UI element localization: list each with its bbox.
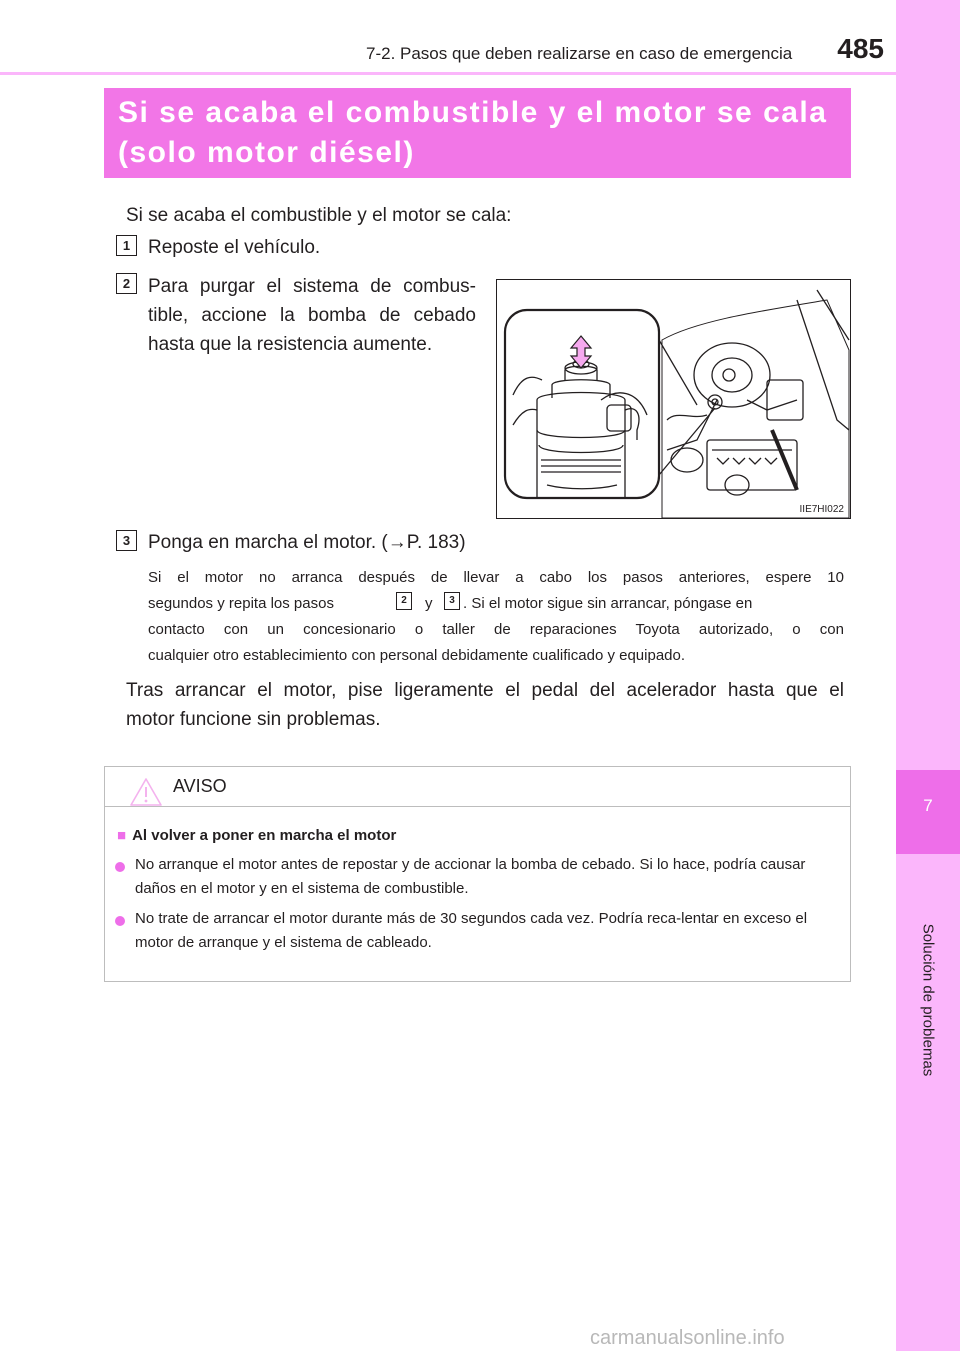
step-reference-2: 2 [396,592,412,610]
page-number: 485 [837,33,884,64]
bullet-icon [115,862,125,872]
title-line-2: (solo motor diésel) [118,136,415,169]
warning-box [104,766,851,982]
after-start-line-1: Tras arrancar el motor, pise ligeramente el pedal del acelerador hasta que el [126,680,844,701]
note-line-2-and: y [425,595,433,612]
chapter-side-tab [896,0,960,1351]
intro-text: Si se acaba el combustible y el motor se cala: [126,205,512,226]
warning-header-rule [105,806,850,807]
note-line-4: cualquier otro establecimiento con personal debidamente cualificado y equipado. [148,647,686,664]
square-bullet-icon: ■ [117,827,127,844]
warning-bullet-1: No arranque el motor antes de repostar y de accionar la bomba de cebado. Si lo hace, podría causar daños en el motor y en el sistema de combustible. [135,856,806,897]
step-2-line-2: tible, accione la bomba de cebado [148,305,476,326]
bullet-icon [115,916,125,926]
warning-title: AVISO [173,776,227,796]
note-line-3: contacto con un concesionario o taller de reparaciones Toyota autorizado, o con [148,621,844,638]
warning-bullet-2: No trate de arrancar el motor durante más de 30 segundos cada vez. Podría reca-lentar en exceso el motor de arranque y el sistema de cableado. [135,910,808,951]
title-line-1: Si se acaba el combustible y el motor se cala [118,96,828,129]
warning-triangle-icon [129,777,163,807]
priming-pump-illustration [496,279,851,519]
step-number-2: 2 [116,273,137,294]
step-2-line-1: Para purgar el sistema de combus- [148,276,476,297]
warning-subtitle [117,827,396,844]
step-2-line-3: hasta que la resistencia aumente. [148,334,433,355]
note-line-2-a: segundos y repita los pasos [148,595,334,612]
step-1-text: Reposte el vehículo. [148,237,321,258]
header-rule [0,72,896,75]
section-title-banner [104,88,851,178]
warning-subtitle-text: Al volver a poner en marcha el motor [132,827,397,844]
step-number-3: 3 [116,530,137,551]
watermark: carmanualsonline.info [590,1327,785,1349]
section-header: 7-2. Pasos que deben realizarse en caso de emergencia [366,44,793,63]
chapter-number: 7 [923,796,933,815]
note-line-2-b: . Si el motor sigue sin arrancar, póngase en [463,595,753,612]
step-number-1: 1 [116,235,137,256]
note-line-1: Si el motor no arranca después de llevar a cabo los pasos anteriores, espere 10 [148,569,844,586]
engine-bay-drawing [497,280,850,518]
figure-label: IIE7HI022 [799,504,844,515]
step-reference-3: 3 [444,592,460,610]
after-start-line-2: motor funcione sin problemas. [126,709,381,730]
step-3-text: Ponga en marcha el motor. (→P. 183) [148,532,466,553]
chapter-title: Solución de problemas [919,923,937,1077]
